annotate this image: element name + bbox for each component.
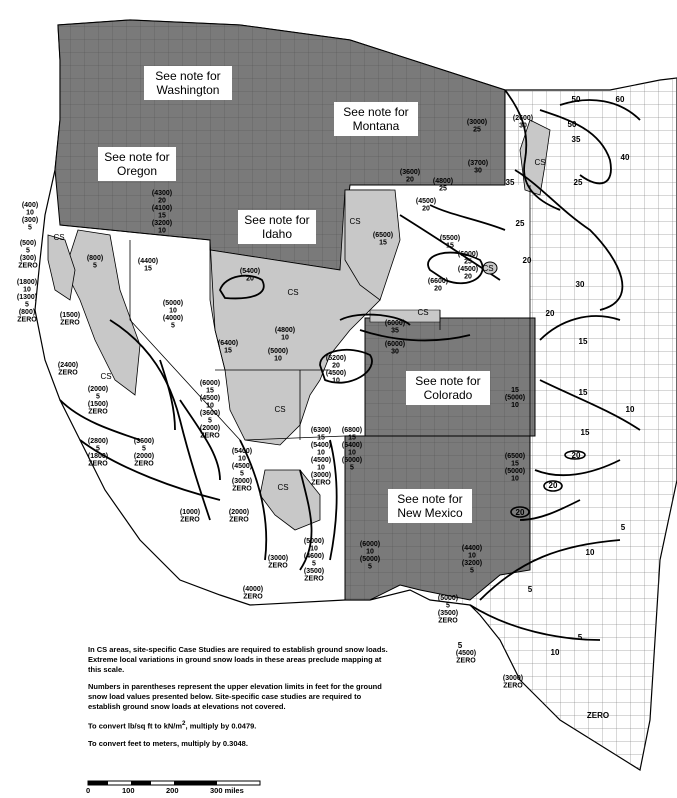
value-label: 60: [615, 95, 625, 104]
elevation-label-az_4000: (4000) ZERO: [242, 586, 264, 601]
elevation-label-az_5000: (5000) 10 (4600) 5 (3500) ZERO: [303, 538, 325, 583]
value-label: 50: [567, 120, 577, 129]
value-label: 5: [457, 641, 463, 650]
elevation-label-ut_5000: (5000) 10: [267, 348, 289, 363]
elevation-label-co_6000: (6000) 35: [384, 320, 406, 335]
elevation-label-nv_6400: (6400) 15: [217, 340, 239, 355]
value-label: 15: [580, 428, 590, 437]
value-label: 20: [571, 451, 581, 460]
note-convert-feet: To convert feet to meters, multiply by 0.3048.: [88, 738, 248, 748]
value-label: 20: [515, 508, 525, 517]
elevation-label-nm_6000: (6000) 10 (5000) 5: [359, 541, 381, 571]
elevation-label-wy_5500: (5500) 15: [439, 235, 461, 250]
cs-label: CS: [53, 233, 65, 242]
elevation-label-ca_3600: (3600) 5 (2000) ZERO: [133, 438, 155, 468]
elevation-label-az_5400: (5400) 10 (4500) 5 (3000) ZERO: [231, 448, 253, 493]
elevation-label-id_5400: (5400) 20: [239, 268, 261, 283]
scale-label-200: 200: [166, 786, 179, 795]
elevation-label-wy_4800: (4800) 25: [432, 178, 454, 193]
elevation-label-ut_5200: (5200) 20 (4500) 10: [325, 355, 347, 385]
note-convert-load: [88, 719, 388, 732]
cs-label: CS: [482, 264, 494, 273]
cs-label: CS: [277, 483, 289, 492]
value-label: 10: [625, 405, 635, 414]
elevation-label-tx_4400: (4400) 10 (3200) 5: [461, 545, 483, 575]
map-notes: [88, 645, 388, 756]
scale-bar-graphic: [84, 779, 284, 789]
elevation-label-ca_500: (500) 5 (300) ZERO: [18, 240, 38, 270]
value-label: 25: [573, 178, 583, 187]
elevation-label-tx_6500: (6500) 15 (5000) 10: [504, 453, 526, 483]
elevation-label-ks_5000: 15 (5000) 10: [504, 387, 526, 409]
scale-label-0: 0: [86, 786, 91, 795]
elevation-label-wy_6000: (6000) 25 (4500) 20: [457, 251, 479, 281]
value-label: 10: [585, 548, 595, 557]
elevation-label-wy_6500: (6500) 15: [372, 232, 394, 247]
elevation-label-az_3000: (3000) ZERO: [267, 555, 289, 570]
elevation-label-ca_1000: (1000) ZERO: [179, 509, 201, 524]
elevation-label-ut_4800: (4800) 10: [274, 327, 296, 342]
scale-label-300: 300 miles: [210, 786, 244, 795]
elevation-label-mt_2600: (2600) 30: [512, 115, 534, 130]
elevation-label-tx_3000: (3000) ZERO: [502, 675, 524, 690]
note-washington: See note for Washington: [144, 66, 232, 100]
elevation-label-id_4400: (4400) 15: [137, 258, 159, 273]
elevation-label-ca_2800: (2800) 5 (1800) ZERO: [87, 438, 109, 468]
cs-label: CS: [287, 288, 299, 297]
note-colorado: See note for Colorado: [406, 371, 490, 405]
scale-bar: [84, 776, 284, 796]
elevation-label-nv_5000: (5000) 10 (4000) 5: [162, 300, 184, 330]
value-label: 5: [620, 523, 626, 532]
elevation-label-tx_5000: (5000) 5 (3500) ZERO: [437, 595, 459, 625]
note-new-mexico: See note for New Mexico: [388, 489, 472, 523]
elevation-label-mt_3700: (3700) 30: [467, 160, 489, 175]
value-label: 10: [550, 648, 560, 657]
elevation-label-id_4300: (4300) 20 (4100) 15 (3200) 10: [151, 190, 173, 235]
elevation-label-ca_2000b: (2000) ZERO: [228, 509, 250, 524]
note-cs: In CS areas, site-specific Case Studies are required to establish ground snow loads. Extreme local variations in ground snow loads in these areas preclude mapping at this scale.: [88, 645, 388, 674]
value-label: 30: [575, 280, 585, 289]
value-label: 50: [571, 95, 581, 104]
cs-label: CS: [349, 217, 361, 226]
value-label: 20: [522, 256, 532, 265]
value-label: 15: [578, 337, 588, 346]
cs-label: CS: [100, 372, 112, 381]
elevation-label-ca_2400: (2400) ZERO: [57, 362, 79, 377]
elevation-label-wy_4500: (4500) 20: [415, 198, 437, 213]
value-label: ZERO: [586, 711, 610, 720]
value-label: 15: [578, 388, 588, 397]
convert-load-text: To convert lb/sq ft to kN/m: [88, 721, 183, 731]
note-oregon: See note for Oregon: [98, 147, 176, 181]
value-label: 20: [545, 309, 555, 318]
note-parentheses: Numbers in parentheses represent the upper elevation limits in feet for the ground snow load values presented below. Site-specific case studies are required to establish ground snow loads at elevations not covered.: [88, 682, 382, 711]
elevation-label-tx_4500: (4500) ZERO: [455, 650, 477, 665]
convert-load-exponent: 2: [182, 720, 186, 727]
note-montana: See note for Montana: [334, 102, 418, 136]
elevation-label-ca_1800: (1800) 10 (1300) 5 (800) ZERO: [16, 279, 38, 324]
elevation-label-ca_800: (800) 5: [86, 255, 104, 270]
elevation-label-az_6800: (6800) 15 (6400) 10 (5000) 5: [341, 427, 363, 472]
elevation-label-wy_6600: (6600) 20: [427, 278, 449, 293]
elevation-label-ca_400: (400) 10 (300) 5: [21, 202, 39, 232]
elevation-label-co_6000b: (6000) 30: [384, 341, 406, 356]
cs-label: CS: [534, 158, 546, 167]
cs-label: CS: [417, 308, 429, 317]
elevation-label-mt_3000: (3000) 25: [466, 119, 488, 134]
value-label: 35: [571, 135, 581, 144]
elevation-label-wy_3600: (3600) 20: [399, 169, 421, 184]
value-label: 40: [620, 153, 630, 162]
elevation-label-nv_6000: (6000) 15 (4500) 10 (3600) 5 (2000) ZERO: [199, 380, 221, 440]
value-label: 5: [527, 585, 533, 594]
value-label: 35: [505, 178, 515, 187]
note-idaho: See note for Idaho: [238, 210, 316, 244]
scale-label-100: 100: [122, 786, 135, 795]
elevation-label-ca_1500: (1500) ZERO: [59, 312, 81, 327]
value-label: 5: [577, 633, 583, 642]
value-label: 25: [515, 219, 525, 228]
elevation-label-ca_2000: (2000) 5 (1500) ZERO: [87, 386, 109, 416]
convert-load-factor: , multiply by 0.0479.: [185, 721, 257, 731]
elevation-label-az_6300: (6300) 15 (5400) 10 (4500) 10 (3000) ZERO: [310, 427, 332, 487]
cs-label: CS: [274, 405, 286, 414]
value-label: 20: [548, 481, 558, 490]
